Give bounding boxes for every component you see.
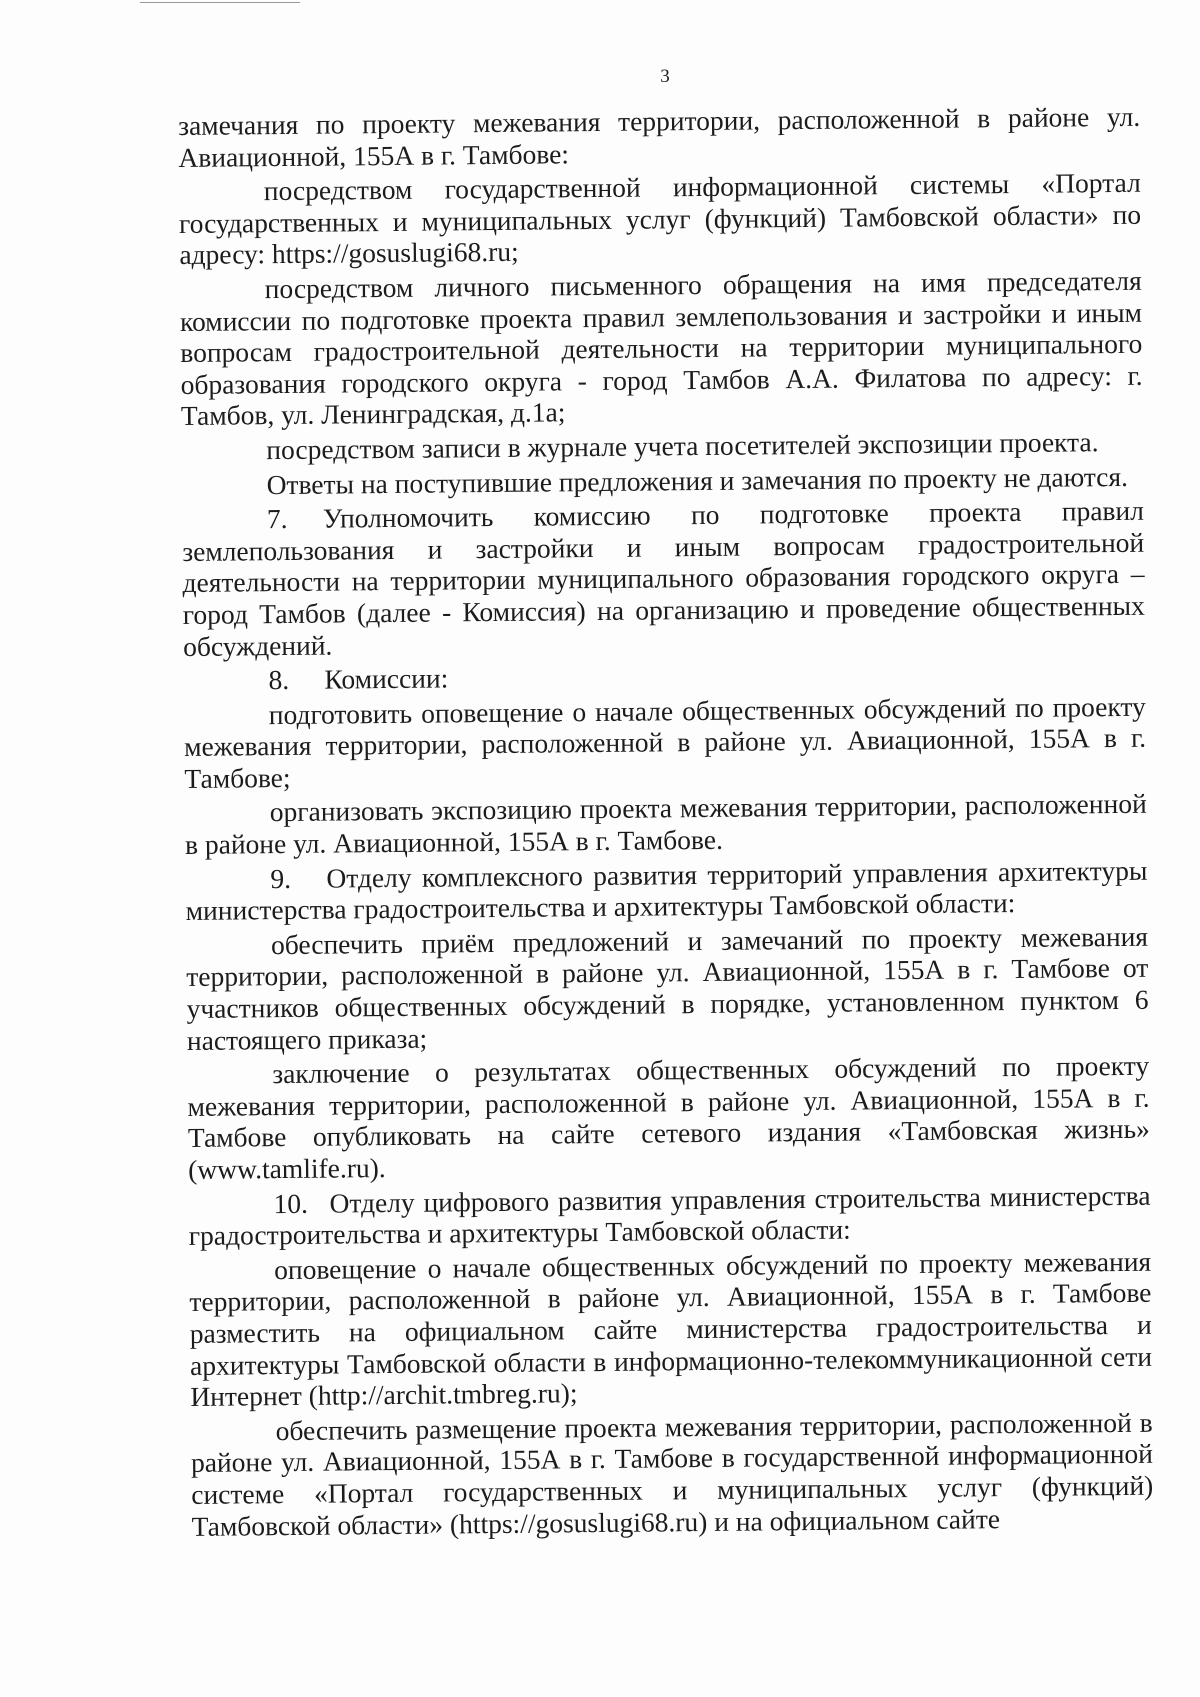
paragraph-text: организовать экспозицию проекта межевания территории, расположенной в районе ул. Авиационной, 155А в г. Тамбове. [184, 788, 1147, 861]
paragraph-text: оповещение о начале общественных обсуждений по проекту межевания территории, расположенной в районе ул. Авиационной, 155А в г. Тамбове разместить на официальном сайте министерства градостроительства и архитектуры Тамбовской области в информационно-телекоммуникационной сети Интернет (http://archit.tmbreg.ru); [189, 1245, 1153, 1413]
paragraph-text: замечания по проекту межевания территории, расположенной в районе ул. Авиационной, 155А в г. Тамбове: [178, 100, 1141, 173]
paragraph-text: Уполномочить комиссию по подготовке проекта правил землепользования и застройки и иным вопросам градостроительной деятельности на территории муниципального образования городского округа – город Тамбов (далее - Комиссия) на организацию и проведение общественных обсуждений. [182, 494, 1145, 662]
numbered-item-8 [183, 656, 1145, 697]
item-number: 7. [266, 503, 288, 535]
paragraph-text: Ответы на поступившие предложения и замечания по проекту не даются. [266, 460, 1129, 500]
paragraph-text: Отделу цифрового развития управления строительства министерства градостроительства и архитектуры Тамбовской области: [188, 1179, 1151, 1252]
paragraph [191, 1406, 1154, 1542]
paragraph-text: заключение о результатах общественных обсуждений по проекту межевания территории, расположенной в районе ул. Авиационной, 155А в г. Тамбове опубликовать на сайте сетевого издания «Тамбовская жизнь» (www.tamlife.ru). [187, 1049, 1150, 1185]
paragraph [187, 1050, 1150, 1186]
numbered-item-7 [182, 495, 1145, 662]
paragraph [181, 460, 1143, 501]
paragraph-text: Отделу комплексного развития территорий управления архитектуры министерства градостроительства и архитектуры Тамбовской области: [185, 854, 1148, 927]
paragraph [189, 1245, 1152, 1412]
paragraph-text: обеспечить размещение проекта межевания территории, расположенной в районе ул. Авиационной, 155А в г. Тамбове в государственной информационной системе «Портал государственных и муниципальных услуг (функций) Тамбовской области» (https://gosuslugi68.ru) и на официальном сайте [190, 1406, 1154, 1542]
paragraph-text: Комиссии: [324, 662, 449, 695]
paragraph [179, 167, 1142, 271]
page-number: 3 [660, 66, 670, 87]
paragraph-text: подготовить оповещение о начале общественных обсуждений по проекту межевания территории, расположенной в районе ул. Авиационной, 155А в г. Тамбове; [183, 690, 1147, 794]
paragraph [180, 265, 1143, 432]
paragraph [181, 426, 1143, 467]
paragraph [186, 921, 1149, 1057]
document-body [178, 101, 1154, 1545]
numbered-item-9 [185, 854, 1148, 926]
numbered-item-10 [188, 1179, 1151, 1251]
paragraph [185, 788, 1148, 860]
paragraph-text: посредством государственной информационной системы «Портал государственных и муниципальных услуг (функций) Тамбовской области» по адресу: https://gosuslugi68.ru; [178, 166, 1142, 271]
item-number: 8. [268, 664, 290, 696]
paragraph-text: обеспечить приём предложений и замечаний по проекту межевания территории, расположенной в районе ул. Авиационной, 155А в г. Тамбове от участников общественных обсуждений в порядке, установленном пунктом 6 настоящего приказа; [186, 920, 1149, 1056]
paragraph [178, 101, 1141, 173]
paragraph-text: посредством личного письменного обращения на имя председателя комиссии по подготовке проекта правил землепользования и застройки и иным вопросам градостроительной деятельности на территории муниципального образования городского округа - город Тамбов А.А. Филатова по адресу: г. Тамбов, ул. Ленинградская, д.1а; [179, 264, 1143, 432]
item-number: 9. [270, 862, 292, 894]
paragraph-text: посредством записи в журнале учета посетителей экспозиции проекта. [266, 426, 1099, 466]
scan-edge-line [140, 2, 300, 3]
item-number: 10. [273, 1187, 309, 1219]
paragraph [184, 690, 1147, 794]
